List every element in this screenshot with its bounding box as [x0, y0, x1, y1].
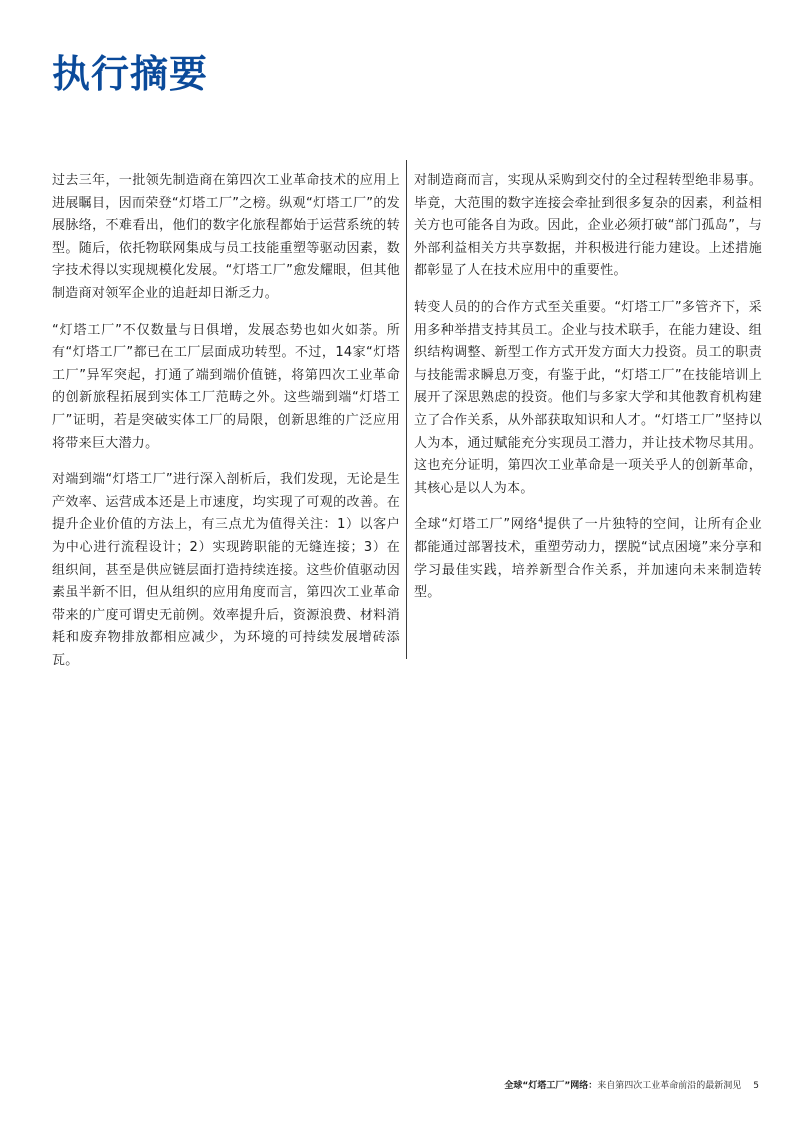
right-column: [414, 170, 762, 619]
page-footer: [504, 1078, 759, 1091]
body-paragraph-with-footnote: [414, 514, 762, 604]
page-number: 5: [753, 1081, 759, 1091]
column-divider: [406, 160, 407, 659]
page-title: 执行摘要: [52, 52, 209, 96]
body-paragraph: 对制造商而言，实现从采购到交付的全过程转型绝非易事。毕竟，大范围的数字连接会牵扯到很多复杂的因素，利益相关方也可能各自为政。因此，企业必须打破“部门孤岛”，与外部利益相关方共享数据，并积极进行能力建设。上述措施都彰显了人在技术应用中的重要性。: [414, 173, 762, 279]
left-column: [52, 170, 400, 686]
body-paragraph: “灯塔工厂”不仅数量与日俱增，发展态势也如火如荼。所有“灯塔工厂”都已在工厂层面成功转型。不过，14家“灯塔工厂”异军突起，打通了端到端价值链，将第四次工业革命的创新旅程拓展到实体工厂范畴之外。这些端到端“灯塔工厂”证明，若是突破实体工厂的局限，创新思维的广泛应用将带来巨大潜力。: [52, 322, 400, 451]
paragraph-tail-text: 提供了一片独特的空间，让所有企业都能通过部署技术，重塑劳动力，摆脱“试点困境”来分享和学习最佳实践，培养新型合作关系，并加速向未来制造转型。: [414, 517, 762, 601]
body-paragraph: 过去三年，一批领先制造商在第四次工业革命技术的应用上进展瞩目，因而荣登“灯塔工厂”之榜。纵观“灯塔工厂”的发展脉络，不难看出，他们的数字化旅程都始于运营系统的转型。随后，依托物联网集成与员工技能重塑等驱动因素，数字技术得以实现规模化发展。“灯塔工厂”愈发耀眼，但其他制造商对领军企业的追赶却日渐乏力。: [52, 173, 400, 301]
footnote-reference[interactable]: 4: [538, 515, 544, 525]
footer-report-title: 全球“灯塔工厂”网络：: [504, 1081, 598, 1091]
paragraph-lead-text: 全球“灯塔工厂”网络: [414, 517, 539, 533]
body-paragraph: 对端到端“灯塔工厂”进行深入剖析后，我们发现，无论是生产效率、运营成本还是上市速度，均实现了可观的改善。在提升企业价值的方法上，有三点尤为值得关注：1）以客户为中心进行流程设计；2）实现跨职能的无缝连接；3）在组织间，甚至是供应链层面打造持续连接。这些价值驱动因素虽半新不旧，但从组织的应用角度而言，第四次工业革命带来的广度可谓史无前例。效率提升后，资源浪费、材料消耗和废弃物排放都相应减少，为环境的可持续发展增砖添瓦。: [52, 472, 400, 668]
footer-report-subtitle: 来自第四次工业革命前沿的最新洞见: [597, 1081, 742, 1091]
body-paragraph: 转变人员的的合作方式至关重要。“灯塔工厂”多管齐下，采用多种举措支持其员工。企业与技术联手，在能力建设、组织结构调整、新型工作方式开发方面大力投资。员工的职责与技能需求瞬息万变，有鉴于此，“灯塔工厂”在技能培训上展开了深思熟虑的投资。他们与多家大学和其他教育机构建立了合作关系，从外部获取知识和人才。“灯塔工厂”坚持以人为本，通过赋能充分实现员工潜力，并让技术物尽其用。这也充分证明，第四次工业革命是一项关乎人的创新革命，其核心是以人为本。: [414, 299, 762, 496]
